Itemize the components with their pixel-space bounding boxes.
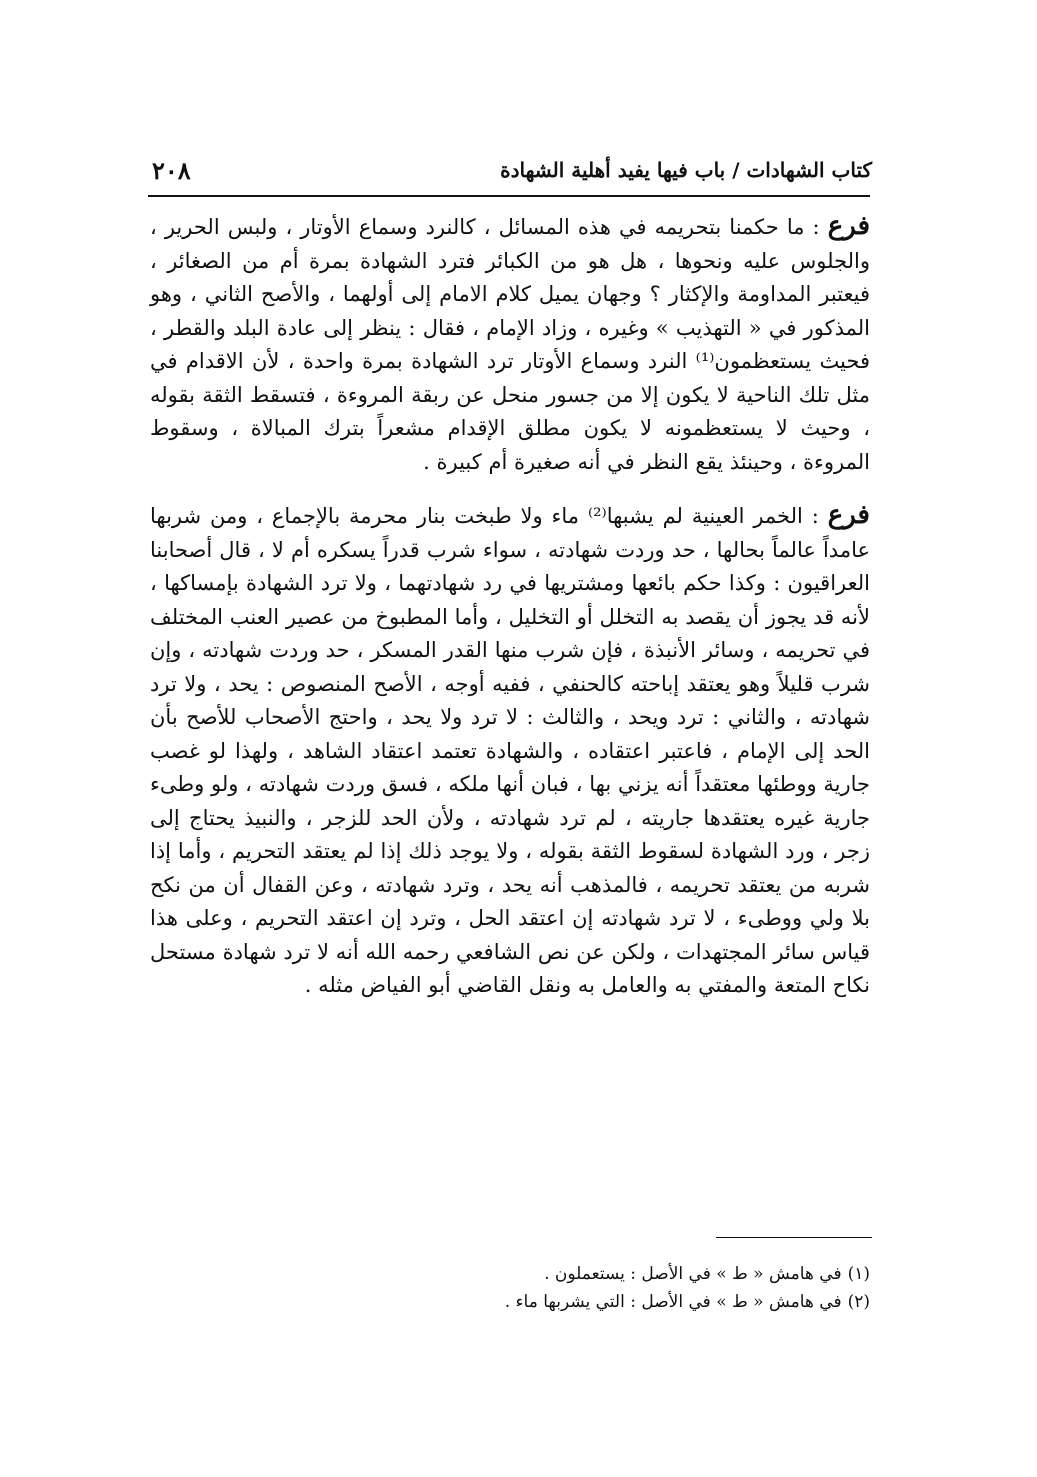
paragraph-far-2: [150, 499, 870, 1003]
footnote: [150, 1288, 870, 1316]
footnote-rule: [716, 1237, 872, 1238]
page-number: ٢٠٨: [152, 155, 191, 185]
footnote-number: (٢): [847, 1292, 870, 1312]
far-heading: فرع: [827, 500, 870, 530]
paragraph-text: : الخمر العينية لم يشبها⁽²⁾ ماء ولا طبخت بنار محرمة بالإجماع ، ومن شربها عامداً عالماً بحالها ، حد وردت شهادته ، سواء شرب قدراً يسكره أم لا ، قال أصحابنا العراقيون : وكذا حكم بائعها ومشتريها في رد شهادتهما ، ولا ترد الشهادة بإمساكها ، لأنه قد يجوز أن يقصد به التخلل أو التخليل ، وأما المطبوخ من عصير العنب المختلف في تحريمه ، وسائر الأنبذة ، فإن شرب منها القدر المسكر ، حد وردت شهادته ، وإن شرب قليلاً وهو يعتقد إباحته كالحنفي ، ففيه أوجه ، الأصح المنصوص : يحد ، ولا ترد شهادته ، والثاني : ترد ويحد ، والثالث : لا ترد ولا يحد ، واحتج الأصحاب للأصح بأن الحد إلى الإمام ، فاعتبر اعتقاده ، والشهادة تعتمد اعتقاد الشاهد ، ولهذا لو غصب جارية ووطئها معتقداً أنه يزني بها ، فبان أنها ملكه ، فسق وردت شهادته ، ولو وطىء جارية غيره يعتقدها جاريته ، لم ترد شهادته ، ولأن الحد للزجر ، والنبيذ يحتاج إلى زجر ، ورد الشهادة لسقوط الثقة بقوله ، ولا يوجد ذلك إذا لم يعتقد التحريم ، وأما إذا شربه من يعتقد تحريمه ، فالمذهب أنه يحد ، وترد شهادته ، وعن القفال أن من نكح بلا ولي ووطىء ، لا ترد شهادته إن اعتقد الحل ، وترد إن اعتقد التحريم ، وعلى هذا قياس سائر المجتهدات ، ولكن عن نص الشافعي رحمه الله أنه لا ترد شهادة مستحل نكاح المتعة والمفتي به والعامل به ونقل القاضي أبو الفياض مثله .: [150, 504, 870, 997]
main-text: [150, 210, 870, 1023]
paragraph-far-1: [150, 210, 870, 479]
far-heading: فرع: [827, 211, 870, 241]
footnote: [150, 1260, 870, 1288]
footnote-number: (١): [847, 1264, 870, 1284]
footnote-text: في هامش « ط » في الأصل : التي يشربها ماء .: [504, 1292, 842, 1312]
footnote-text: في هامش « ط » في الأصل : يستعملون .: [544, 1264, 842, 1284]
header-rule: [148, 195, 870, 197]
paragraph-text: : ما حكمنا بتحريمه في هذه المسائل ، كالنرد وسماع الأوتار ، ولبس الحرير ، والجلوس عليه ونحوها ، هل هو من الكبائر فترد الشهادة بمرة أم من الصغائر ، فيعتبر المداومة والإكثار ؟ وجهان يميل كلام الامام إلى أولهما ، والأصح الثاني ، وهو المذكور في « التهذيب » وغيره ، وزاد الإمام ، فقال : ينظر إلى عادة البلد والقطر ، فحيث يستعظمون⁽¹⁾ النرد وسماع الأوتار ترد الشهادة بمرة واحدة ، لأن الاقدام في مثل تلك الناحية لا يكون إلا من جسور منحل عن ربقة المروءة ، فتسقط الثقة بقوله ، وحيث لا يستعظمونه لا يكون مطلق الإقدام مشعراً بترك المبالاة ، وسقوط المروءة ، وحينئذ يقع النظر في أنه صغيرة أم كبيرة .: [150, 215, 871, 474]
running-header: [152, 150, 872, 190]
footnotes: [150, 1260, 870, 1316]
chapter-title: كتاب الشهادات / باب فيها يفيد أهلية الشهادة: [500, 158, 872, 182]
